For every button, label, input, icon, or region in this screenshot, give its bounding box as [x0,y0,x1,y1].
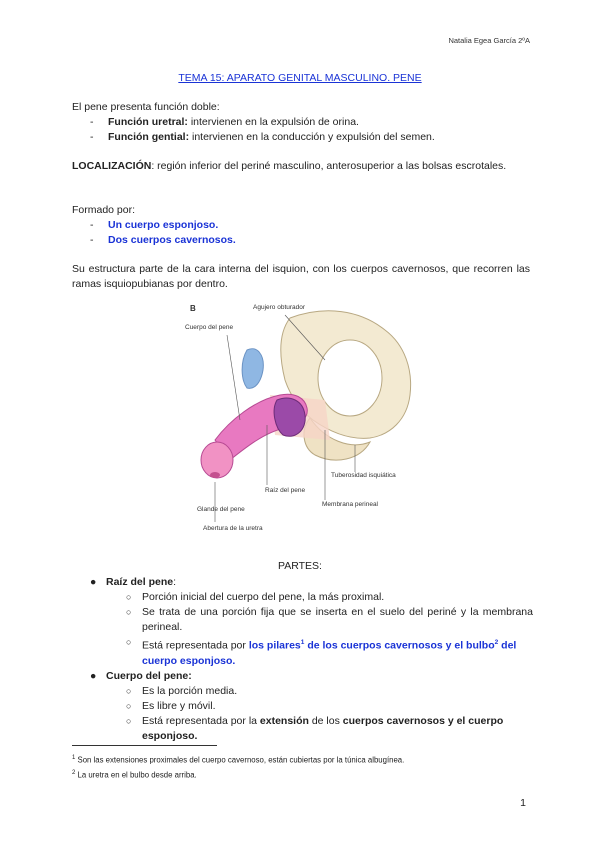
dash-marker: - [90,131,94,143]
raiz-item: Porción inicial del cuerpo del pene, la más proximal. [142,591,385,603]
function-list [90,115,435,145]
raiz-label: Raíz del pene [106,576,174,588]
footnote-divider [72,745,217,746]
localizacion-text: : región inferior del periné masculino, anterosuperior a las bolsas escrotales. [151,160,507,172]
list-item [90,233,236,248]
partes-list [88,575,533,744]
circle-marker: ○ [126,607,132,617]
footnote [72,752,404,767]
formado-list [90,218,236,248]
dash-marker: - [90,219,94,231]
footnote-ref: 2 [494,639,499,646]
function-text: intervienen en la conducción y expulsión del semen. [189,131,435,143]
cuerpo-item3-mid: de los [308,714,343,727]
list-item [88,635,533,669]
label-raiz: Raíz del pene [265,487,306,494]
list-item [90,115,435,130]
page-title: TEMA 15: APARATO GENITAL MASCULINO. PENE [178,72,422,84]
penis-illustration [185,300,415,540]
raiz-item3-bold: los pilares [248,639,301,652]
formado-item: Un cuerpo esponjoso. [108,219,219,231]
label-agujero: Agujero obturador [253,304,306,311]
footnote [72,767,404,782]
raiz-item3-pre: Está representada por [142,639,249,652]
cuerpo-item3-bold: extensión [259,714,309,727]
list-item [90,218,236,233]
anatomy-figure [185,300,415,540]
circle-marker: ○ [126,637,132,647]
estructura-paragraph: Su estructura parte de la cara interna del isquion, con los cuerpos cavernosos, que recorren las ramas isquiopubianas por dentro. [72,263,530,290]
label-membrana: Membrana perineal [322,501,379,508]
raiz-item: Se trata de una porción fija que se inserta en el suelo del periné y la membrana perineal. [142,606,533,633]
cuerpo-label: Cuerpo del pene: [106,669,192,682]
footnote-number: 1 [72,755,76,761]
footnote-text: La uretra en el bulbo desde arriba. [75,770,197,780]
symphysis-shape [242,349,263,389]
page-number: 1 [520,797,526,809]
localizacion-label: LOCALIZACIÓN [72,160,152,172]
circle-marker: ○ [126,592,132,602]
list-item [88,714,533,744]
circle-marker: ○ [126,700,132,711]
label-tuberosidad: Tuberosidad isquiática [331,472,396,479]
formado-text: Formado por: [72,204,136,216]
cuerpo-item: Es la porción media. [142,684,238,697]
intro-text: El pene presenta función doble: [72,101,220,113]
list-item [88,590,533,605]
list-item [90,130,435,145]
footnotes [72,752,404,781]
dash-marker: - [90,234,94,246]
header-author: Natalia Egea García 2ºA [448,36,530,45]
cuerpo-item3-pre: Está representada por la [142,714,260,727]
list-item [88,605,533,635]
circle-marker: ○ [126,715,132,726]
list-item [88,575,533,590]
footnote-number: 2 [72,769,76,776]
label-glande: Glande del pene [197,506,245,513]
function-text: intervienen en la expulsión de orina. [187,116,359,128]
raiz-item3-bold: de los cuerpos cavernosos y el bulbo [304,639,495,652]
footnote-text: Son las extensiones proximales del cuerpo cavernoso, están cubiertas por la túnica albugínea. [75,755,405,765]
list-item [88,684,533,699]
bullet-marker: ● [90,669,97,682]
bulb-shape [274,398,305,436]
localizacion-paragraph [72,159,530,174]
formado-item: Dos cuerpos cavernosos. [108,234,236,246]
cuerpo-item: Es libre y móvil. [142,699,216,712]
raiz-item3-bold: del cuerpo esponjoso. [142,639,517,667]
cuerpo-item3-bold: cuerpos cavernosos y el cuerpo esponjoso. [142,714,504,742]
dash-marker: - [90,116,94,128]
function-label: Función uretral: [108,116,188,128]
raiz-colon: : [173,576,177,588]
list-item [88,669,533,684]
footnote-ref: 1 [300,639,305,646]
circle-marker: ○ [126,685,132,696]
obturator-foramen-shape [318,340,382,416]
label-cuerpo: Cuerpo del pene [185,324,234,331]
list-item [88,699,533,714]
bullet-marker: ● [90,576,97,588]
partes-heading: PARTES: [278,560,322,572]
label-abertura: Abertura de la uretra [203,525,263,532]
urethra-opening-shape [210,472,220,478]
function-label: Función gential: [108,131,190,143]
figure-letter: B [190,304,196,313]
